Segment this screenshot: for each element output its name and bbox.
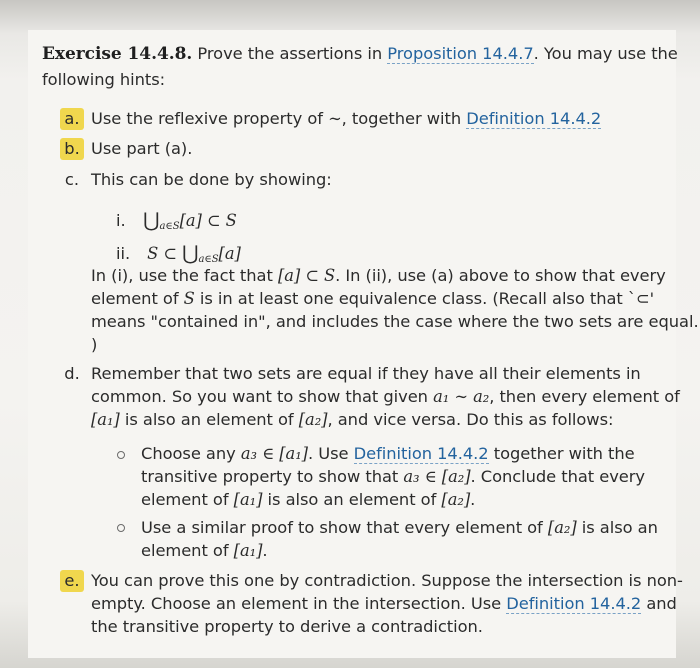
hint-c-note-line4: )	[91, 335, 98, 354]
hint-c-note-line3: means "contained in", and includes the case where the two sets are equal.	[91, 312, 699, 331]
bullet-icon	[117, 524, 125, 532]
hint-d-line1: Remember that two sets are equal if they have all their elements in	[91, 364, 641, 383]
definition-link[interactable]: Definition 14.4.2	[466, 109, 602, 128]
exercise-statement: Exercise 14.4.8. Prove the assertions in Proposition 14.4.7. You may use the	[42, 44, 678, 64]
hint-d-bullet1-line2: transitive property to show that a₃ ∈ [a₂]. Conclude that every	[141, 467, 646, 486]
hint-c-text: This can be done by showing:	[91, 170, 332, 189]
hint-e-line3: the transitive property to derive a contradiction.	[91, 617, 483, 636]
hint-c-item-ii: ii. S ⊂ $⋃_{a\in S}[a]$	[116, 241, 241, 265]
proposition-link[interactable]: Proposition 14.4.7	[387, 44, 534, 63]
hint-c-note-line2: element of S is in at least one equivalence class. (Recall also that `⊂'	[91, 289, 655, 308]
definition-link[interactable]: Definition 14.4.2	[506, 594, 642, 613]
hint-e-line2: empty. Choose an element in the intersection. Use Definition 14.4.2 and	[91, 594, 677, 613]
hint-c-item-i: i. $⋃_{a\in S}[a]$ ⊂ S	[116, 208, 237, 232]
hint-d-bullet1-line1: Choose any a₃ ∈ [a₁]. Use Definition 14.4.2 together with the	[141, 444, 635, 463]
hint-a-marker: a.	[60, 108, 84, 130]
hint-b-text: Use part (a).	[91, 139, 193, 158]
hint-d-bullet1-line3: element of [a₁] is also an element of [a₂].	[141, 490, 476, 509]
exercise-title: Exercise 14.4.8.	[42, 44, 193, 64]
definition-link[interactable]: Definition 14.4.2	[353, 444, 489, 463]
hint-d-line2: common. So you want to show that given a₁ ∼ a₂, then every element of	[91, 387, 680, 406]
hint-c-note-line1: In (i), use the fact that [a] ⊂ S. In (ii), use (a) above to show that every	[91, 266, 666, 285]
hint-c-marker: c.	[64, 170, 80, 189]
hint-e-line1: You can prove this one by contradiction. Suppose the intersection is non-	[91, 571, 683, 590]
hint-d-marker: d.	[64, 364, 80, 383]
hint-e-marker: e.	[60, 570, 84, 592]
hint-b-marker: b.	[60, 138, 84, 160]
exercise-statement-line2: following hints:	[42, 70, 166, 89]
bullet-icon	[117, 451, 125, 459]
hint-d-line3: [a₁] is also an element of [a₂], and vice versa. Do this as follows:	[91, 410, 614, 429]
hint-d-bullet2-line2: element of [a₁].	[141, 541, 268, 560]
hint-a-text: Use the reflexive property of ∼, together with Definition 14.4.2	[91, 109, 602, 128]
hint-d-bullet2-line1: Use a similar proof to show that every element of [a₂] is also an	[141, 518, 658, 537]
